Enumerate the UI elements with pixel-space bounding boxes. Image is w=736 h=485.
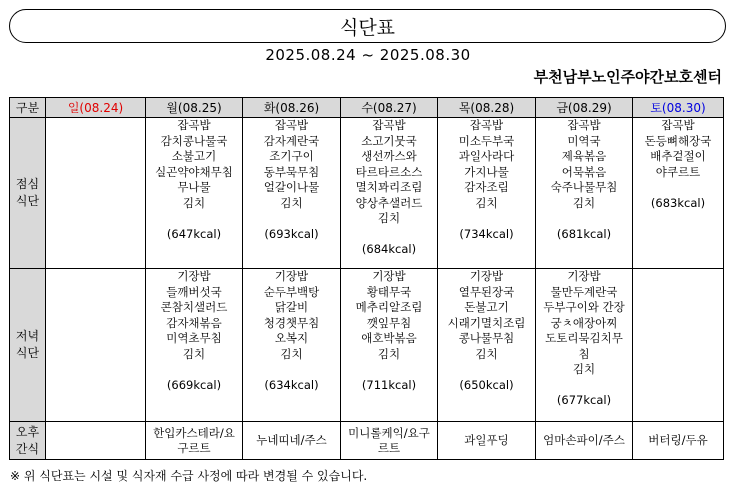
day-header-thu: 목(08.28) bbox=[438, 98, 536, 118]
menu-line: (683kcal) bbox=[650, 195, 706, 210]
menu-line: 잡곡밥 bbox=[177, 118, 211, 132]
day-header-sun: 일(08.24) bbox=[46, 98, 146, 118]
menu-line: 야쿠르트 bbox=[655, 164, 701, 179]
menu-line: 미니롤케익/요구 bbox=[348, 425, 430, 440]
menu-line: 순두부백탕 bbox=[263, 284, 320, 299]
menu-line: 제육볶음 bbox=[561, 149, 607, 163]
menu-line: 어묵볶음 bbox=[561, 164, 607, 179]
menu-line: 침 bbox=[578, 346, 590, 361]
menu-line: 김치 bbox=[182, 195, 206, 210]
menu-line: 과일푸딩 bbox=[464, 433, 509, 447]
menu-line: 김치 bbox=[280, 346, 303, 361]
day-header-sat: 토(08.30) bbox=[633, 98, 724, 118]
menu-line: 콩나물무침 bbox=[458, 331, 515, 345]
menu-line: 감자계란국 bbox=[263, 133, 320, 148]
menu-line: 멸치꽈리조림 bbox=[355, 180, 423, 194]
menu-line: 황태무국 bbox=[366, 284, 412, 299]
menu-line: 생선까스와 bbox=[361, 149, 417, 163]
menu-line: (647kcal) bbox=[166, 226, 222, 241]
menu-line: 양상추샐러드 bbox=[355, 195, 423, 210]
menu-line: 김치 bbox=[280, 195, 303, 210]
menu-line: 동부묵무침 bbox=[263, 164, 320, 179]
menu-line: (650kcal) bbox=[459, 377, 514, 392]
menu-line: 버터링/두유 bbox=[648, 433, 708, 447]
menu-line: 가지나물 bbox=[464, 164, 509, 179]
menu-line: 깻잎무침 bbox=[366, 315, 412, 330]
snack-cell bbox=[633, 422, 724, 460]
menu-line: 애호박볶음 bbox=[361, 331, 417, 345]
menu-line: 미역초무침 bbox=[166, 331, 222, 345]
menu-cell bbox=[438, 269, 536, 422]
menu-line: 김치 bbox=[182, 346, 206, 361]
menu-line: 오복지 bbox=[274, 331, 309, 345]
menu-line: 메추리알조림 bbox=[355, 300, 423, 314]
menu-line: (684kcal) bbox=[361, 242, 417, 256]
menu-line bbox=[438, 211, 535, 227]
menu-line: 잡곡밥 bbox=[274, 118, 309, 132]
menu-line: 실곤약야채무침 bbox=[155, 164, 233, 179]
snack-cell bbox=[146, 422, 243, 460]
menu-line: 물만두계란국 bbox=[550, 284, 618, 299]
menu-line: (734kcal) bbox=[459, 226, 514, 241]
menu-line: 르트 bbox=[377, 440, 401, 455]
menu-line: 기장밥 bbox=[274, 269, 309, 283]
menu-cell bbox=[243, 118, 341, 269]
menu-cell bbox=[341, 269, 438, 422]
menu-line: 도토리묵김치무 bbox=[545, 331, 623, 345]
menu-line: 과일사라다 bbox=[458, 149, 515, 163]
title-banner bbox=[9, 9, 726, 43]
menu-line: 김치 bbox=[377, 346, 401, 361]
snack-cell bbox=[243, 422, 341, 460]
menu-line: 김치 bbox=[572, 195, 596, 210]
menu-line: 얼갈이나물 bbox=[263, 180, 320, 194]
menu-line: 콘참치샐러드 bbox=[160, 300, 228, 314]
center-name: 부천남부노인주야간보호센터 bbox=[533, 68, 722, 86]
menu-line: 숙주나물무침 bbox=[550, 180, 618, 194]
menu-line: 김치 bbox=[377, 211, 401, 225]
row-label-line: 점심 식단 bbox=[15, 177, 40, 208]
snack-row bbox=[10, 422, 724, 460]
menu-line: 감자채볶음 bbox=[166, 315, 222, 330]
menu-table bbox=[9, 97, 724, 460]
menu-cell bbox=[536, 269, 633, 422]
menu-line: 잡곡밥 bbox=[372, 118, 406, 132]
corner-header: 구분 bbox=[10, 98, 46, 118]
menu-line: 김치 bbox=[572, 362, 596, 376]
menu-line: 시래기멸치조림 bbox=[447, 315, 526, 330]
row-label-snack bbox=[10, 422, 46, 460]
row-label-lunch bbox=[10, 118, 46, 269]
menu-line: 감치콩나물국 bbox=[160, 133, 228, 148]
menu-cell bbox=[146, 118, 243, 269]
menu-line: (711kcal) bbox=[361, 377, 417, 392]
menu-line: 미소두부국 bbox=[458, 133, 515, 148]
menu-line: 들깨버섯국 bbox=[166, 284, 222, 299]
date-range: 2025.08.24 ~ 2025.08.30 bbox=[265, 46, 471, 64]
day-header-mon: 월(08.25) bbox=[146, 98, 243, 118]
menu-cell bbox=[438, 118, 536, 269]
menu-cell bbox=[633, 118, 724, 269]
menu-line: 열무된장국 bbox=[458, 284, 515, 299]
menu-line: 한입카스테라/요 bbox=[153, 425, 235, 440]
menu-line: 배추겉절이 bbox=[650, 149, 706, 163]
menu-cell bbox=[341, 118, 438, 269]
menu-line: 잡곡밥 bbox=[469, 118, 504, 132]
menu-line: 돈등뼈해장국 bbox=[644, 133, 712, 148]
row-label-line: 오후 간식 bbox=[15, 424, 40, 456]
menu-line: (681kcal) bbox=[556, 226, 612, 241]
menu-line: 감자조림 bbox=[464, 180, 509, 194]
menu-line bbox=[536, 211, 632, 227]
menu-cell bbox=[633, 269, 724, 422]
menu-line: 소고기뭇국 bbox=[361, 133, 417, 148]
menu-line bbox=[438, 362, 535, 378]
menu-cell bbox=[46, 269, 146, 422]
menu-line: (669kcal) bbox=[166, 377, 222, 392]
menu-line bbox=[146, 211, 242, 227]
menu-line: 궁ㅊ애장아찌 bbox=[550, 315, 618, 330]
menu-line: 타르타르소스 bbox=[355, 164, 423, 179]
menu-line bbox=[341, 362, 437, 378]
menu-cell bbox=[46, 118, 146, 269]
menu-line bbox=[243, 362, 340, 378]
day-header-fri: 금(08.29) bbox=[536, 98, 633, 118]
menu-line: 기장밥 bbox=[567, 269, 601, 283]
menu-line: 잡곡밥 bbox=[567, 118, 601, 132]
menu-line: (677kcal) bbox=[556, 393, 612, 407]
snack-cell bbox=[46, 422, 146, 460]
menu-line: 무나물 bbox=[177, 180, 211, 194]
menu-line: 엄마손파이/주스 bbox=[543, 433, 625, 447]
menu-line: (693kcal) bbox=[264, 226, 319, 241]
menu-line: 잡곡밥 bbox=[661, 118, 695, 132]
day-header-wed: 수(08.27) bbox=[341, 98, 438, 118]
menu-line: 기장밥 bbox=[469, 269, 504, 283]
menu-line: 닭갈비 bbox=[274, 300, 309, 314]
menu-cell bbox=[536, 118, 633, 269]
row-label-line: 저녁 식단 bbox=[15, 329, 40, 360]
lunch-row bbox=[10, 118, 724, 269]
menu-line: 구르트 bbox=[177, 440, 211, 455]
row-label-dinner bbox=[10, 269, 46, 422]
menu-line bbox=[633, 180, 723, 196]
menu-line bbox=[243, 211, 340, 227]
menu-line: 청경챗무침 bbox=[263, 315, 320, 330]
menu-line: 김치 bbox=[475, 195, 498, 210]
snack-cell bbox=[536, 422, 633, 460]
menu-line: 기장밥 bbox=[177, 269, 211, 283]
menu-line bbox=[146, 362, 242, 378]
menu-line: 기장밥 bbox=[372, 269, 406, 283]
menu-line: 미역국 bbox=[567, 133, 601, 148]
snack-cell bbox=[341, 422, 438, 460]
header-row bbox=[10, 98, 724, 118]
menu-line: 누네띠네/주스 bbox=[256, 433, 327, 447]
menu-line bbox=[341, 227, 437, 243]
snack-cell bbox=[438, 422, 536, 460]
menu-cell bbox=[146, 269, 243, 422]
menu-line bbox=[536, 378, 632, 394]
dinner-row bbox=[10, 269, 724, 422]
menu-line: 두부구이와 간장 bbox=[543, 300, 625, 314]
menu-line: (634kcal) bbox=[264, 377, 319, 392]
page-title: 식단표 bbox=[339, 16, 396, 39]
menu-line: 조기구이 bbox=[269, 149, 314, 163]
menu-line: 소불고기 bbox=[171, 149, 217, 163]
menu-line: 돈불고기 bbox=[464, 300, 509, 314]
menu-cell bbox=[243, 269, 341, 422]
day-header-tue: 화(08.26) bbox=[243, 98, 341, 118]
menu-line: 김치 bbox=[475, 346, 498, 361]
footnote: ※ 위 식단표는 시설 및 식자재 수급 사정에 따라 변경될 수 있습니다. bbox=[10, 469, 368, 483]
